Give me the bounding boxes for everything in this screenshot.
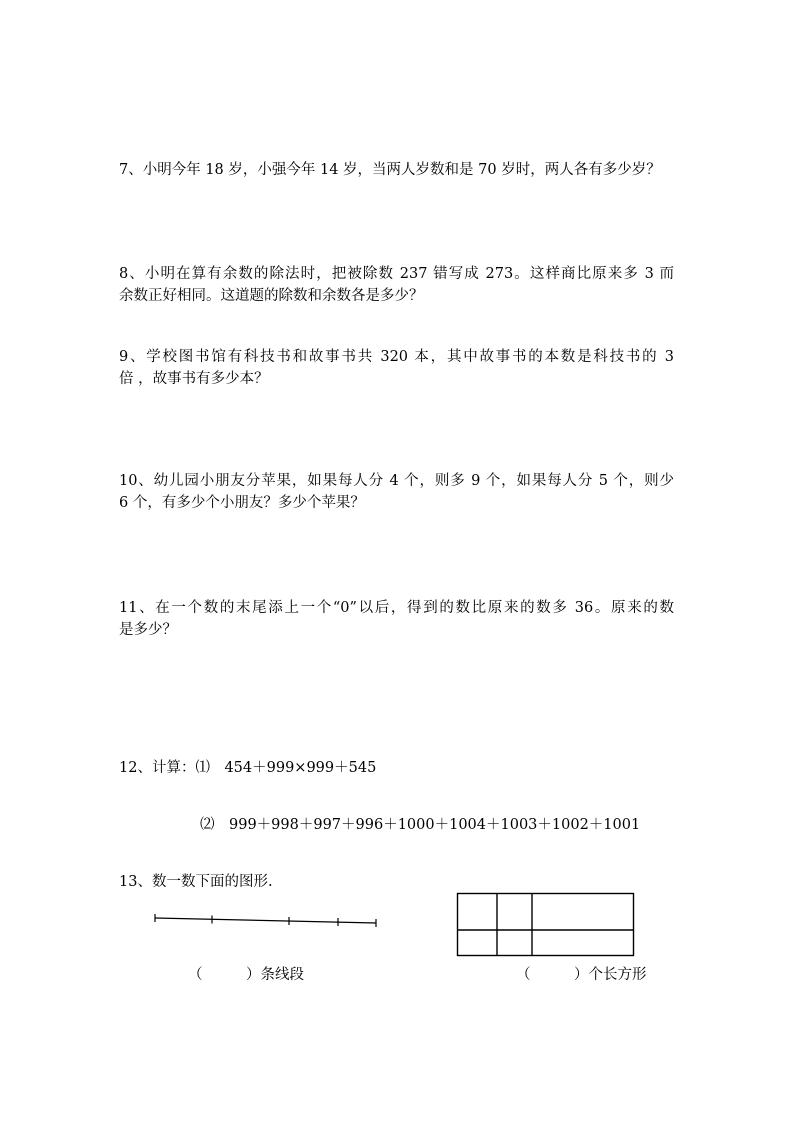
question-12-calc-1: 12、计算：⑴ 454＋999×999＋545 <box>119 760 377 776</box>
question-11-line-1: 11、在一个数的末尾添上一个“0”以后，得到的数比原来的数多 36。原来的数 <box>119 600 674 616</box>
question-9-line-2: 倍 ，故事书有多少本？ <box>119 371 269 387</box>
grid-outer-rect <box>458 894 634 956</box>
question-12-calc-2: ⑵ 999＋998＋997＋996＋1000＋1004＋1003＋1002＋1001 <box>200 817 641 833</box>
question-8-line-1: 8、小明在算有余数的除法时，把被除数 237 错写成 273。这样商比原来多 3 而 <box>119 266 674 282</box>
segment-count-answer: （ ）条线段 <box>188 967 304 983</box>
question-13-title: 13、数一数下面的图形. <box>119 874 273 890</box>
segment-line <box>155 918 376 923</box>
question-10-line-2: 6 个，有多少个小朋友？多少个苹果？ <box>119 495 365 511</box>
rectangle-grid-figure <box>456 892 638 958</box>
question-7-text: 7、小明今年 18 岁，小强今年 14 岁，当两人岁数和是 70 岁时，两人各有多少岁？ <box>119 162 661 178</box>
question-9-line-1: 9、学校图书馆有科技书和故事书共 320 本，其中故事书的本数是科技书的 3 <box>119 349 674 365</box>
question-11-line-2: 是多少？ <box>119 622 177 638</box>
rectangle-count-answer: （ ）个长方形 <box>516 967 647 983</box>
line-segment-figure <box>150 912 382 932</box>
question-10-line-1: 10、幼儿园小朋友分苹果，如果每人分 4 个，则多 9 个，如果每人分 5 个，则少 <box>119 473 674 489</box>
question-8-line-2: 余数正好相同。这道题的除数和余数各是多少？ <box>119 288 424 304</box>
